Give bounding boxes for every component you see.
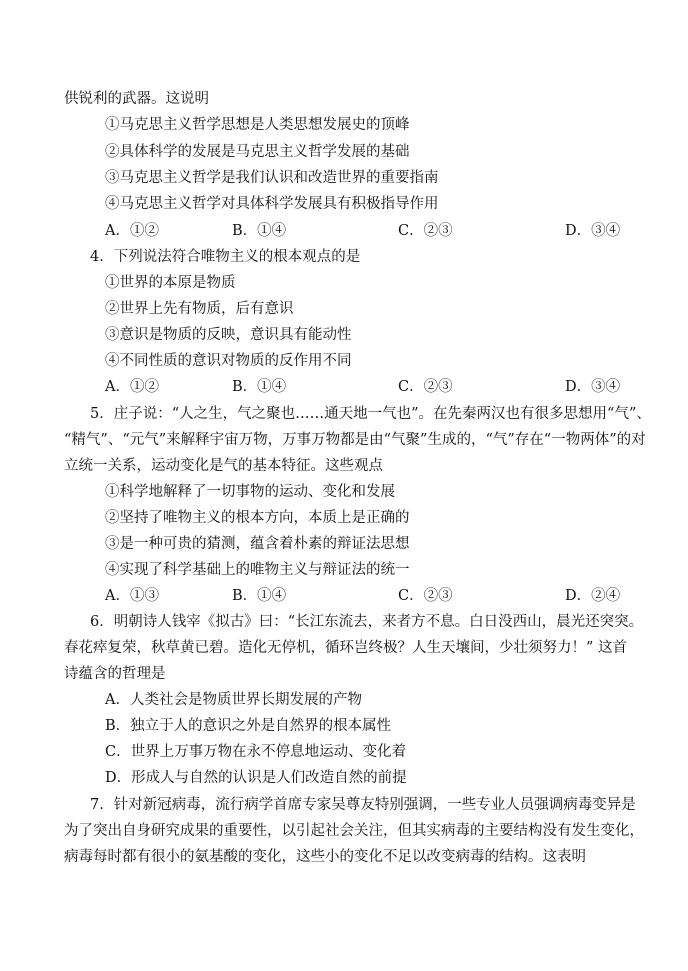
q5-stem-line [0,401,688,427]
q6-option-line [0,739,688,765]
q5-item [0,557,688,583]
q3-stem-end: 供锐利的武器。这说明 [64,91,209,107]
q5-option-d[interactable]: D．②④ [565,588,621,604]
q6-stem-line [0,661,688,687]
q7-stem-line [0,818,688,844]
q5-option-c[interactable]: C．②③ [398,588,453,604]
q5-option-b[interactable]: B．①④ [232,588,287,604]
q4-item-text: ①世界的本原是物质 [105,275,236,291]
q3-item-text: ①马克思主义哲学思想是人类思想发展史的顶峰 [105,117,410,133]
q6-option-c[interactable]: C．世界上万事万物在永不停息地运动、变化着 [105,744,407,760]
q4-stem: 4．下列说法符合唯物主义的根本观点的是 [90,249,361,265]
q5-stem-text: “精气”、“元气”来解释宇宙万物，万事万物都是由“气聚”生成的，“气”存在“一物两体”的对 [64,432,646,448]
q6-stem-text: 春花瘁复荣，秋草黄已碧。造化无停机，循环岂终极？人生天壤间，少壮须努力！” 这首 [64,640,628,656]
q3-item [0,112,688,138]
q3-option-a[interactable]: A．①② [105,223,159,239]
q6-stem-line [0,609,688,635]
q3-item-text: ③马克思主义哲学是我们认识和改造世界的重要指南 [105,170,439,186]
q6-option-a[interactable]: A．人类社会是物质世界长期发展的产物 [105,692,362,708]
q7-stem-line [0,792,688,818]
q3-item [0,165,688,191]
q5-stem-line [0,427,688,453]
q5-stem-text: 5．庄子说：“人之生，气之聚也……通天地一气也”。在先秦两汉也有很多思想用“气”、 [90,406,651,422]
q5-stem-line [0,453,688,479]
q5-item-text: ②坚持了唯物主义的根本方向，本质上是正确的 [105,510,410,526]
q3-item [0,191,688,217]
q4-item [0,296,688,322]
q4-option-c[interactable]: C．②③ [398,379,453,395]
q4-item-text: ②世界上先有物质，后有意识 [105,301,294,317]
q7-stem-line [0,844,688,870]
q7-stem-text: 7．针对新冠病毒，流行病学首席专家吴尊友特别强调，一些专业人员强调病毒变异是 [90,797,636,813]
q4-item-text: ④不同性质的意识对物质的反作用不同 [105,353,352,369]
q6-option-b[interactable]: B．独立于人的意识之外是自然界的根本属性 [105,718,392,734]
q5-item [0,505,688,531]
q4-item [0,322,688,348]
q7-stem-text: 为了突出自身研究成果的重要性，以引起社会关注，但其实病毒的主要结构没有发生变化， [64,823,644,839]
q6-option-line [0,765,688,791]
q3-options [0,218,688,244]
q3-item-text: ②具体科学的发展是马克思主义哲学发展的基础 [105,144,410,160]
q3-item-text: ④马克思主义哲学对具体科学发展具有积极指导作用 [105,196,439,212]
q6-option-d[interactable]: D．形成人与自然的认识是人们改造自然的前提 [105,770,407,786]
q4-item [0,348,688,374]
q3-option-c[interactable]: C．②③ [398,223,453,239]
q4-options [0,374,688,400]
q3-item [0,139,688,165]
q3-option-d[interactable]: D．③④ [565,223,621,239]
q6-stem-line [0,635,688,661]
q5-option-a[interactable]: A．①③ [105,588,159,604]
q6-option-line [0,713,688,739]
q4-item [0,270,688,296]
q4-option-a[interactable]: A．①② [105,379,159,395]
q5-item [0,531,688,557]
q3-stem-end-line [0,86,688,112]
q5-options [0,583,688,609]
q5-item-text: ③是一种可贵的猜测，蕴含着朴素的辩证法思想 [105,536,410,552]
q5-stem-text: 立统一关系，运动变化是气的基本特征。这些观点 [64,458,383,474]
q5-item-text: ①科学地解释了一切事物的运动、变化和发展 [105,484,395,500]
q6-stem-text: 6．明朝诗人钱宰《拟古》曰：“长江东流去，来者方不息。白日没西山，晨光还突突。 [90,614,644,630]
q3-option-b[interactable]: B．①④ [232,223,287,239]
q4-stem-line [0,244,688,270]
q7-stem-text: 病毒每时都有很小的氨基酸的变化，这些小的变化不足以改变病毒的结构。这表明 [64,849,586,865]
q6-option-line [0,687,688,713]
q4-item-text: ③意识是物质的反映，意识具有能动性 [105,327,352,343]
q5-item [0,479,688,505]
q6-stem-text: 诗蕴含的哲理是 [64,666,166,682]
q5-item-text: ④实现了科学基础上的唯物主义与辩证法的统一 [105,562,410,578]
q4-option-b[interactable]: B．①④ [232,379,287,395]
q4-option-d[interactable]: D．③④ [565,379,621,395]
